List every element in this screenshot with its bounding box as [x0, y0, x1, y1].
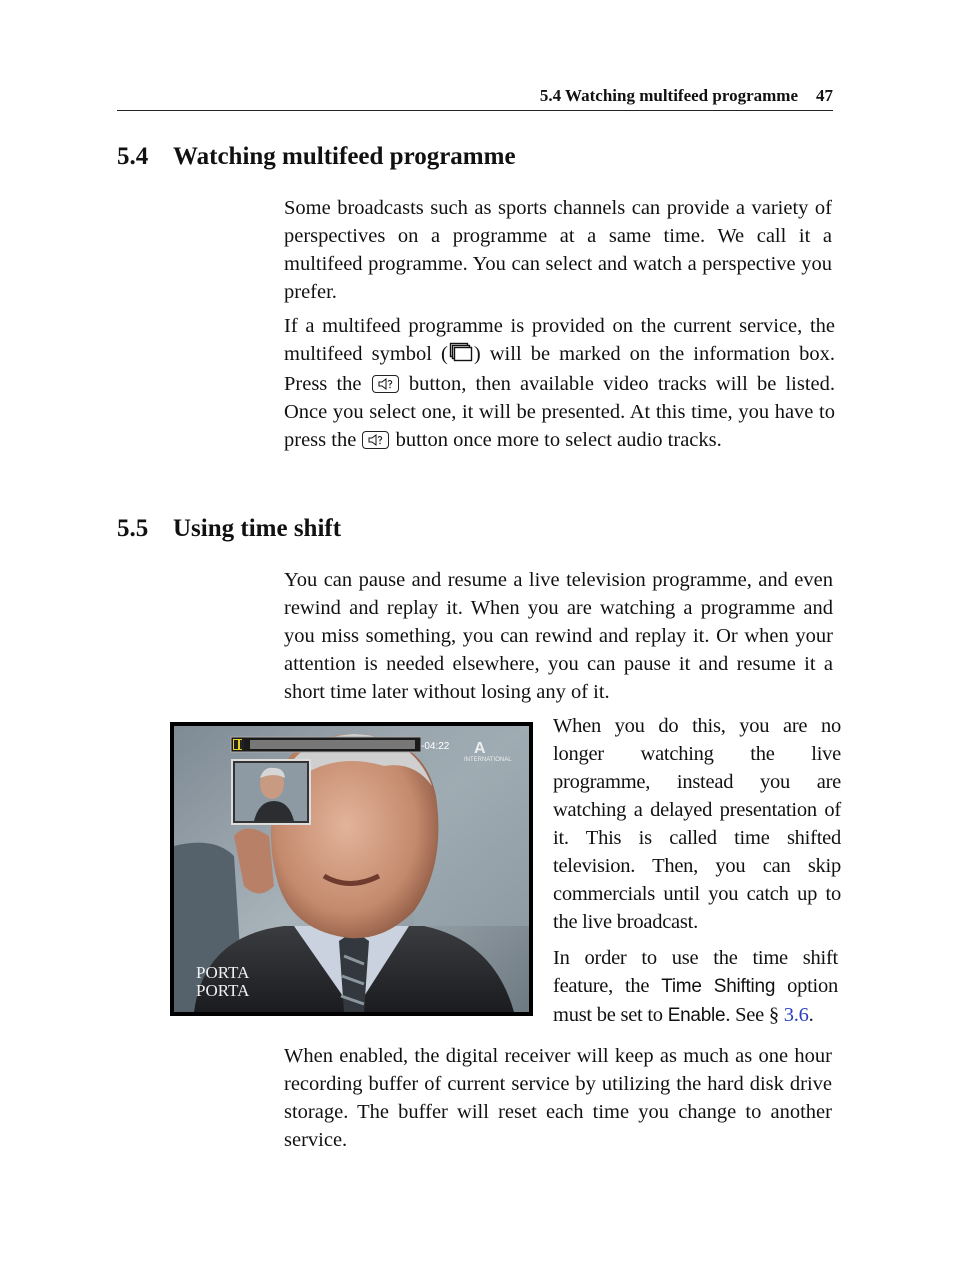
running-header: [117, 86, 833, 111]
text-run: .: [808, 1004, 814, 1026]
section-5-4-heading: [117, 143, 516, 171]
timeshift-buffer-paragraph: When enabled, the digital receiver will keep as much as one hour recording buffer of current service by utilizing the hard disk drive storage. The buffer will reset each time you change to another service.: [284, 1045, 832, 1151]
channel-logo: INTERNATIONAL: [464, 757, 512, 763]
text-run: button, then available video tracks will be listed. Once you select one, it will be presented. At this time, you have to press the: [284, 373, 836, 451]
option-value: Enable: [667, 1005, 726, 1026]
timeshift-explanation-paragraph: When you do this, you are no longer watching the live programme, instead you are watching a delayed presentation of it. This is called time shifted television. Then, you can skip commercials until you catch up to the live broadcast.: [553, 715, 841, 933]
header-section-title: 5.4 Watching multifeed programme: [539, 86, 798, 105]
text-run: button once more to select audio tracks.: [395, 429, 722, 451]
page-number: 47: [816, 86, 833, 105]
text-run: . See §: [725, 1004, 779, 1026]
section-title: Watching multifeed programme: [173, 143, 516, 170]
section-5-5-heading: [117, 515, 341, 543]
multifeed-icon: [449, 342, 473, 370]
timeshift-intro-paragraph: You can pause and resume a live television programme, and even rewind and replay it. When you are watching a programme and you miss something, you can rewind and replay it. Or when your attention is needed elsewhere, you can pause it and resume it a short time later without losing any of it.: [284, 569, 833, 703]
svg-text:A: A: [474, 740, 486, 757]
multifeed-instructions-paragraph: [284, 312, 835, 454]
section-number: 5.4: [117, 143, 149, 170]
show-logo-line1: PORTA: [196, 963, 250, 982]
option-name: Time Shifting: [661, 976, 776, 997]
text-run: ) will be marked on the information box. Press the: [284, 343, 835, 395]
section-title: Using time shift: [173, 515, 342, 542]
timeshift-screenshot: [170, 722, 533, 1016]
audio-button-icon: [372, 375, 399, 393]
show-logo-line2: PORTA: [196, 981, 250, 1000]
text-run: If a multifeed programme is provided on the current service, the multifeed symbol (: [284, 315, 835, 365]
audio-button-icon: [362, 431, 389, 449]
multifeed-intro-paragraph: Some broadcasts such as sports channels can provide a variety of perspectives on a programme at a same time. We call it a multifeed programme. You can select and watch a perspective you prefer.: [284, 197, 832, 303]
timeshift-setting-paragraph: [553, 944, 838, 1030]
section-number: 5.5: [117, 515, 149, 542]
section-reference-link[interactable]: 3.6: [783, 1004, 809, 1026]
text-run: In order to use the time shift feature, the: [553, 947, 838, 997]
timeshift-time: -04:22: [421, 741, 450, 752]
text-run: option must be set to: [553, 975, 839, 1026]
